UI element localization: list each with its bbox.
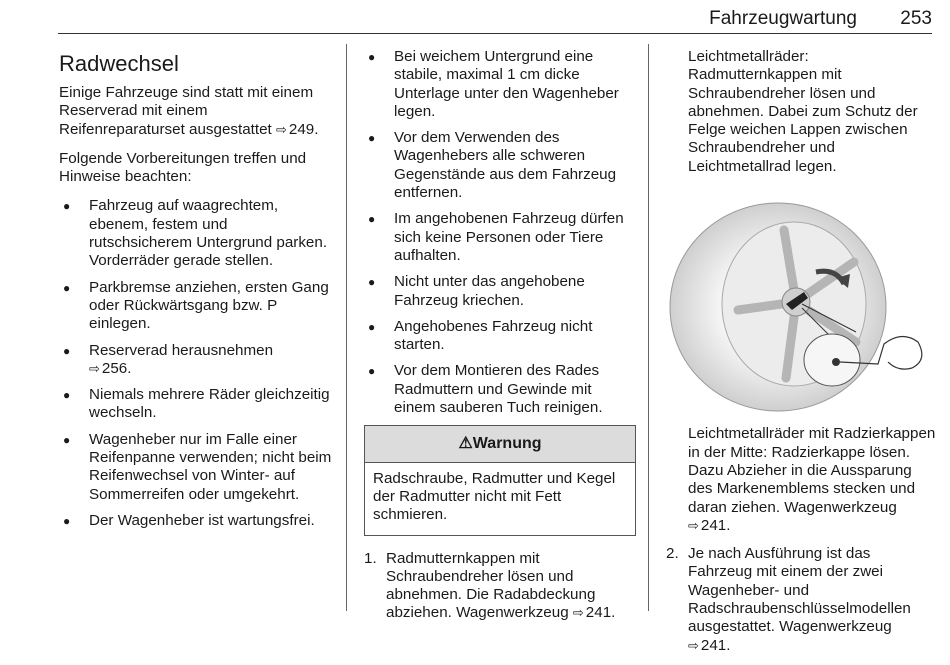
step-number: 1. bbox=[364, 549, 377, 567]
step-list-cont bbox=[666, 545, 938, 655]
list-item-text: Reserverad herausnehmen bbox=[89, 341, 274, 359]
page-header bbox=[58, 8, 932, 30]
cross-reference[interactable] bbox=[89, 360, 131, 377]
list-item: ● Angehobenes Fahrzeug nicht starten. bbox=[364, 318, 636, 355]
prep-paragraph: Folgende Vorbereitungen treffen und Hinweise beachten: bbox=[59, 149, 307, 186]
list-item: ● Wagenheber nur im Falle einer Reifenpanne verwenden; nicht beim Reifenwechsel von Winter- auf Sommerreifen oder umgekehrt. bbox=[59, 431, 333, 504]
section-title: Fahrzeugwartung bbox=[709, 8, 857, 29]
step-list bbox=[364, 550, 636, 623]
center-cap-inset bbox=[804, 334, 860, 386]
cap-paragraph bbox=[666, 425, 938, 535]
list-item: ● Parkbremse anziehen, ersten Gang oder Rückwärtsgang bzw. P einlegen. bbox=[59, 279, 333, 334]
list-item: ● Fahrzeug auf waagrechtem, ebenem, festem und rutschsicherem Untergrund parken. Vorderräder gerade stellen. bbox=[59, 197, 333, 270]
step-item bbox=[666, 545, 938, 655]
safety-list bbox=[364, 48, 636, 417]
reference-page: 241. bbox=[700, 636, 731, 654]
page-number: 253 bbox=[900, 8, 932, 29]
step-text: Radmutternkappen mit Schraubendreher lösen und abnehmen. Die Radabdeckung abziehen. Wagenwerkzeug bbox=[386, 549, 596, 622]
column-divider-2 bbox=[648, 44, 649, 611]
list-item bbox=[59, 342, 333, 379]
list-item: ● Bei weichem Untergrund eine stabile, maximal 1 cm dicke Unterlage unter den Wagenheber legen. bbox=[364, 48, 636, 121]
column-1 bbox=[59, 40, 333, 538]
reference-arrow-icon: ⇨ bbox=[572, 605, 584, 621]
cross-reference[interactable] bbox=[688, 637, 730, 654]
reference-page: 241. bbox=[585, 604, 616, 622]
warning-header bbox=[365, 426, 635, 462]
reference-page: 249. bbox=[288, 120, 319, 138]
list-item: ● Vor dem Montieren des Rades Radmuttern und Gewinde mit einem sauberen Tuch reinigen. bbox=[364, 362, 636, 417]
header-rule bbox=[58, 33, 932, 34]
step-number: 2. bbox=[666, 545, 679, 563]
column-divider-1 bbox=[346, 44, 347, 611]
cross-reference[interactable] bbox=[573, 604, 615, 621]
step-item bbox=[364, 550, 636, 623]
warning-box bbox=[364, 425, 636, 535]
reference-arrow-icon: ⇨ bbox=[688, 517, 699, 533]
column-3 bbox=[666, 48, 938, 665]
cross-reference[interactable] bbox=[688, 517, 730, 534]
step-text: Je nach Ausführung ist das Fahrzeug mit einem der zwei Wagenheber- und Radschraubenschlüsselmodellen ausgestattet. Wagenwerkzeug bbox=[688, 545, 911, 636]
cap-text: Leichtmetallräder mit Radzierkappen in der Mitte: Radzierkappe lösen. Dazu Abzieher in die Aussparung des Markenemblems stecken und daran ziehen. Wagenwerkzeug bbox=[688, 425, 936, 516]
list-item: ● Der Wagenheber ist wartungsfrei. bbox=[59, 512, 333, 530]
alloy-paragraph: Leichtmetallräder: Radmutternkappen mit Schraubendreher lösen und abnehmen. Dabei zum Schutz der Felge weichen Lappen zwischen Schraubendreher und Leichtmetallrad legen. bbox=[688, 48, 918, 175]
list-item: ● Nicht unter das angehobene Fahrzeug kriechen. bbox=[364, 273, 636, 310]
warning-title: Warnung bbox=[472, 435, 542, 453]
list-item: ● Vor dem Verwenden des Wagenhebers alle schweren Gegenstände aus dem Fahrzeug entfernen. bbox=[364, 129, 636, 202]
column-2 bbox=[364, 48, 636, 633]
reference-page: 256. bbox=[101, 359, 132, 377]
warning-triangle-icon: ⚠ bbox=[458, 435, 473, 453]
list-item: ● Im angehobenen Fahrzeug dürfen sich keine Personen oder Tiere aufhalten. bbox=[364, 210, 636, 265]
page-heading: Radwechsel bbox=[59, 51, 179, 76]
warning-text: Radschraube, Radmutter und Kegel der Radmutter nicht mit Fett schmieren. bbox=[373, 469, 616, 524]
cross-reference[interactable] bbox=[276, 121, 318, 138]
intro-text: Einige Fahrzeuge sind statt mit einem Reserverad mit einem Reifenreparaturset ausgestattet bbox=[59, 84, 314, 138]
reference-page: 241. bbox=[700, 516, 731, 534]
reference-arrow-icon: ⇨ bbox=[89, 360, 100, 376]
precaution-list bbox=[59, 197, 333, 530]
list-item: ● Niemals mehrere Räder gleichzeitig wechseln. bbox=[59, 386, 333, 423]
reference-arrow-icon: ⇨ bbox=[688, 637, 699, 653]
intro-paragraph bbox=[59, 84, 333, 139]
reference-arrow-icon: ⇨ bbox=[276, 121, 287, 137]
wheel-illustration bbox=[666, 192, 938, 412]
